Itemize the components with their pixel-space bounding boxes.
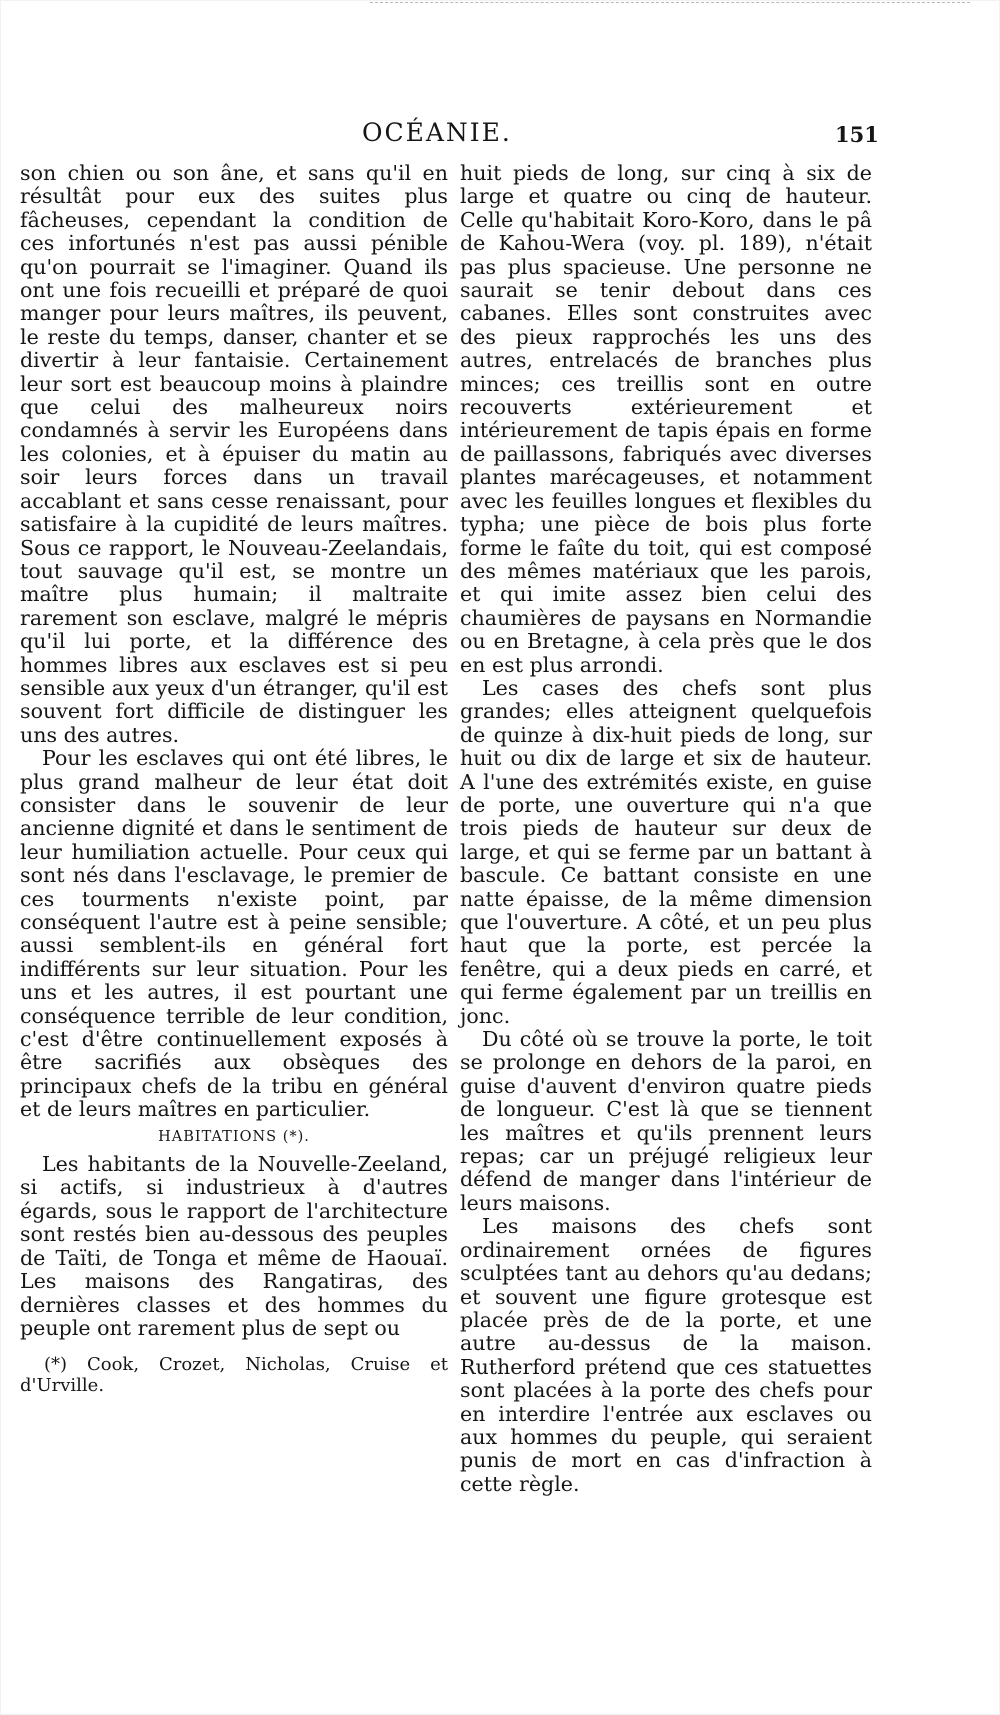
right-paragraph-1: huit pieds de long, sur cinq à six de large et quatre ou cinq de hauteur. Celle qu'habitait Koro-Koro, dans le pâ de Kahou-Wera (voy. pl. 189), n'était pas plus spacieuse. Une personne ne saurait se tenir debout dans ces cabanes. Elles sont construites avec des pieux rapprochés les uns des autres, entrelacés de branches plus minces; ces treillis sont en outre recouverts extérieurement et intérieurement de tapis épais en forme de paillassons, fabriqués avec diverses plantes marécageuses, et notamment avec les feuilles longues et flexibles du typha; une pièce de bois plus forte forme le faîte du toit, qui est composé des mêmes matériaux que les parois, et qui imite assez bien celui des chaumières de paysans en Normandie ou en Bretagne, à cela près que le dos en est plus arrondi. xyxy=(460,161,872,677)
left-paragraph-3: Les habitants de la Nouvelle-Zeeland, si actifs, si industrieux à d'autres égards, sous le rapport de l'architecture sont restés bien au-dessous des peuples de Taïti, de Tonga et même de Haouaï. Les maisons des Rangatiras, des dernières classes et des hommes du peuple ont rarement plus de sept ou xyxy=(20,1152,448,1340)
left-paragraph-2: Pour les esclaves qui ont été libres, le plus grand malheur de leur état doit consister dans le souvenir de leur ancienne dignité et dans le sentiment de leur humiliation actuelle. Pour ceux qui sont nés dans l'esclavage, le premier de ces tourments n'existe point, par conséquent l'autre est à peine sensible; aussi semblent-ils en général fort indifférents sur leur situation. Pour les uns et les autres, il est pourtant une conséquence terrible de leur condition, c'est d'être continuellement exposés à être sacrifiés aux obsèques des principaux chefs de la tribu en général et de leurs maîtres en particulier. xyxy=(20,746,448,1122)
left-column xyxy=(20,162,448,1396)
right-column xyxy=(460,162,872,1496)
right-paragraph-4: Les maisons des chefs sont ordinairement ornées de figures sculptées tant au dehors qu'au dedans; et souvent une figure grotesque est placée près de de la porte, et une autre au-dessus de la maison. Rutherford prétend que ces statuettes sont placées à la porte des chefs pour en interdire l'entrée aux esclaves ou aux hommes du peuple, qui seraient punis de mort en cas d'infraction à cette règle. xyxy=(460,1214,872,1496)
right-paragraph-2: Les cases des chefs sont plus grandes; elles atteignent quelquefois de quinze à dix-huit pieds de long, sur huit ou dix de large et six de hauteur. A l'une des extrémités existe, en guise de porte, une ouverture qui n'a que trois pieds de hauteur sur deux de large, et qui se ferme par un battant à bascule. Ce battant consiste en une natte épaisse, de la même dimension que l'ouverture. A côté, et un peu plus haut que la porte, est percée la fenêtre, qui a deux pieds en carré, et qui ferme également par un treillis en jonc. xyxy=(460,675,872,1028)
section-heading-habitations: HABITATIONS (*). xyxy=(158,1128,310,1145)
scan-top-rule xyxy=(370,2,970,4)
right-paragraph-3: Du côté où se trouve la porte, le toit se prolonge en dehors de la paroi, en guise d'auvent d'environ quatre pieds de longueur. C'est là que se tiennent les maîtres et qu'ils prennent leurs repas; car un préjugé religieux leur défend de manger dans l'intérieur de leurs maisons. xyxy=(460,1027,872,1215)
running-title: OCÉANIE. xyxy=(362,118,512,147)
page-number: 151 xyxy=(835,122,879,147)
left-paragraph-1: son chien ou son âne, et sans qu'il en résultât pour eux des suites plus fâcheuses, cependant la condition de ces infortunés n'est pas aussi pénible qu'on pourrait se l'imaginer. Quand ils ont une fois recueilli et préparé de quoi manger pour leurs maîtres, ils peuvent, le reste du temps, danser, chanter et se divertir à leur fantaisie. Certainement leur sort est beaucoup moins à plaindre que celui des malheureux noirs condamnés à servir les Européens dans les colonies, et à épuiser du matin au soir leurs forces dans un travail accablant et sans cesse renaissant, pour satisfaire à la cupidité de leurs maîtres. Sous ce rapport, le Nouveau-Zeelandais, tout sauvage qu'il est, se montre un maître plus humain; il maltraite rarement son esclave, malgré le mépris qu'il lui porte, et la différence des hommes libres aux esclaves est si peu sensible aux yeux d'un étranger, qu'il est souvent fort difficile de distinguer les uns des autres. xyxy=(20,161,448,747)
footnote: (*) Cook, Crozet, Nicholas, Cruise et d'Urville. xyxy=(20,1354,448,1397)
page-header xyxy=(0,118,1000,154)
